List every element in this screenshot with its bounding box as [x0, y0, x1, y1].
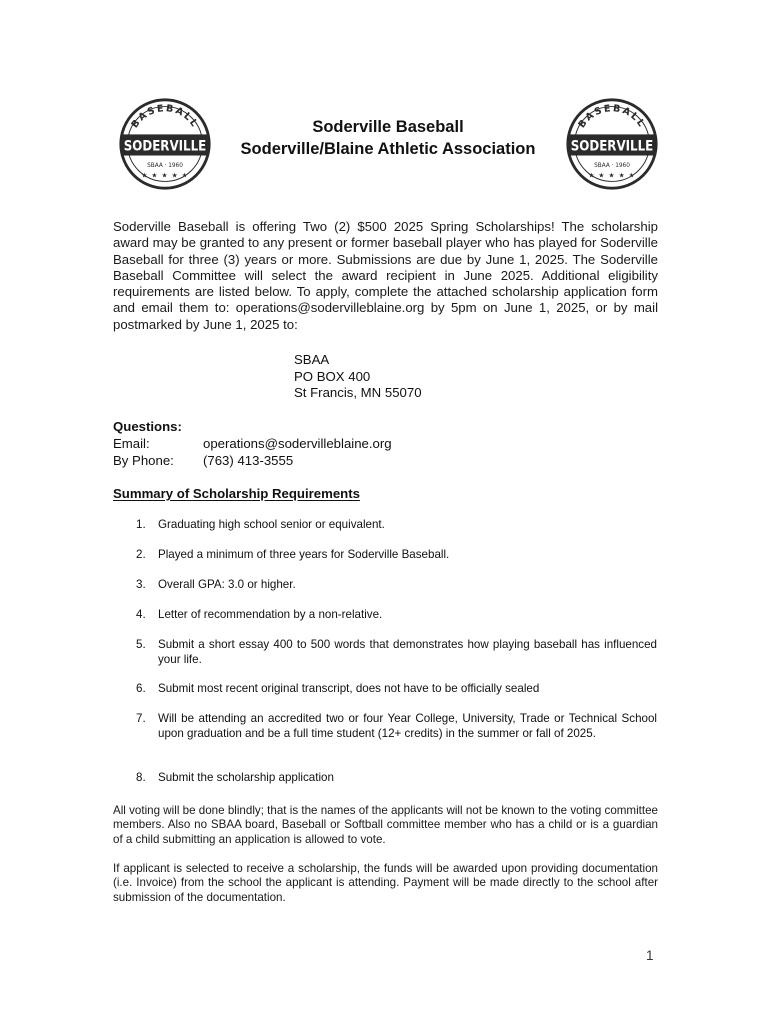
phone-label: By Phone: — [113, 453, 174, 468]
contact-block — [113, 418, 658, 469]
funds-paragraph: If applicant is selected to receive a scholarship, the funds will be awarded upon providing documentation (i.e. Invoice) from the school the applicant is attending. Payment will be made directly to the school after submission of the documentation. — [113, 862, 658, 904]
list-item-text: Overall GPA: 3.0 or higher. — [158, 578, 296, 591]
svg-text:BASEBALL: BASEBALL — [129, 103, 201, 131]
voting-paragraph: All voting will be done blindly; that is the names of the applicants will not be known to the voting committee members. Also no SBAA board, Baseball or Softball committee member who has a child or is a guardian of a child submitting an application is allowed to vote. — [113, 804, 658, 846]
phone-value: (763) 413-3555 — [203, 453, 294, 468]
list-item-number: 8. — [136, 771, 146, 784]
address-line-2: PO BOX 400 — [294, 368, 371, 384]
svg-text:★ ★ ★ ★ ★: ★ ★ ★ ★ ★ — [141, 171, 189, 180]
svg-text:SODERVILLE: SODERVILLE — [570, 138, 654, 155]
list-item-number: 6. — [136, 682, 146, 695]
list-item-text: Submit the scholarship application — [158, 771, 334, 784]
list-item — [136, 548, 657, 563]
list-item-text: Letter of recommendation by a non-relative. — [158, 608, 383, 621]
address-line-1: SBAA — [294, 352, 330, 367]
list-item — [136, 771, 657, 786]
list-item-number: 5. — [136, 638, 146, 651]
email-value: operations@sodervilleblaine.org — [203, 436, 392, 451]
svg-text:BASEBALL: BASEBALL — [576, 103, 648, 131]
letter-subtitle: Soderville/Blaine Athletic Association — [240, 140, 536, 158]
intro-paragraph: Soderville Baseball is offering Two (2) $500 2025 Spring Scholarships! The scholarship award may be granted to any present or former baseball player who has played for Soderville Baseball for three (3) years or more. Submissions are due by June 1, 2025. The Soderville Baseball Committee will select the award recipient in June 2025. Additional eligibility requirements are listed below. To apply, complete the attached scholarship application form and email them to: operations@sodervilleblaine.org by 5pm on June 1, 2025, or by mail postmarked by June 1, 2025 to: — [113, 219, 658, 332]
svg-text:SODERVILLE: SODERVILLE — [123, 138, 207, 155]
list-item — [136, 608, 657, 623]
soderville-baseball-logo-left — [117, 96, 213, 192]
list-item-text: Graduating high school senior or equivalent. — [158, 518, 385, 531]
email-row — [113, 435, 658, 452]
letter-title-block — [200, 116, 576, 160]
list-item-text: Submit most recent original transcript, does not have to be officially sealed — [158, 682, 540, 695]
soderville-baseball-logo-right — [564, 96, 660, 192]
questions-heading: Questions: — [113, 419, 182, 434]
svg-text:★ ★ ★ ★ ★: ★ ★ ★ ★ ★ — [588, 171, 636, 180]
list-item-number: 3. — [136, 578, 146, 591]
list-item — [136, 712, 657, 741]
list-item-number: 4. — [136, 608, 146, 621]
email-label: Email: — [113, 436, 150, 451]
list-item — [136, 638, 657, 667]
list-item-text: Will be attending an accredited two or four Year College, University, Trade or Technical School upon graduation and be a full time student (12+ credits) in the summer or fall of 2025. — [158, 712, 657, 740]
list-item-number: 7. — [136, 712, 146, 725]
list-item — [136, 518, 657, 533]
list-item-number: 1. — [136, 518, 146, 531]
letter-title: Soderville Baseball — [312, 118, 464, 136]
mailing-address — [294, 352, 422, 402]
summary-heading: Summary of Scholarship Requirements — [113, 486, 360, 501]
svg-text:SBAA · 1960: SBAA · 1960 — [594, 163, 630, 170]
list-item-number: 2. — [136, 548, 146, 561]
list-item — [136, 578, 657, 593]
svg-text:SBAA · 1960: SBAA · 1960 — [147, 163, 183, 170]
list-item — [136, 682, 657, 697]
address-line-3: St Francis, MN 55070 — [294, 385, 422, 400]
list-item-text: Played a minimum of three years for Soderville Baseball. — [158, 548, 450, 561]
phone-row — [113, 452, 658, 469]
page-number: 1 — [646, 948, 654, 963]
list-item-text: Submit a short essay 400 to 500 words that demonstrates how playing baseball has influenced your life. — [158, 638, 657, 666]
